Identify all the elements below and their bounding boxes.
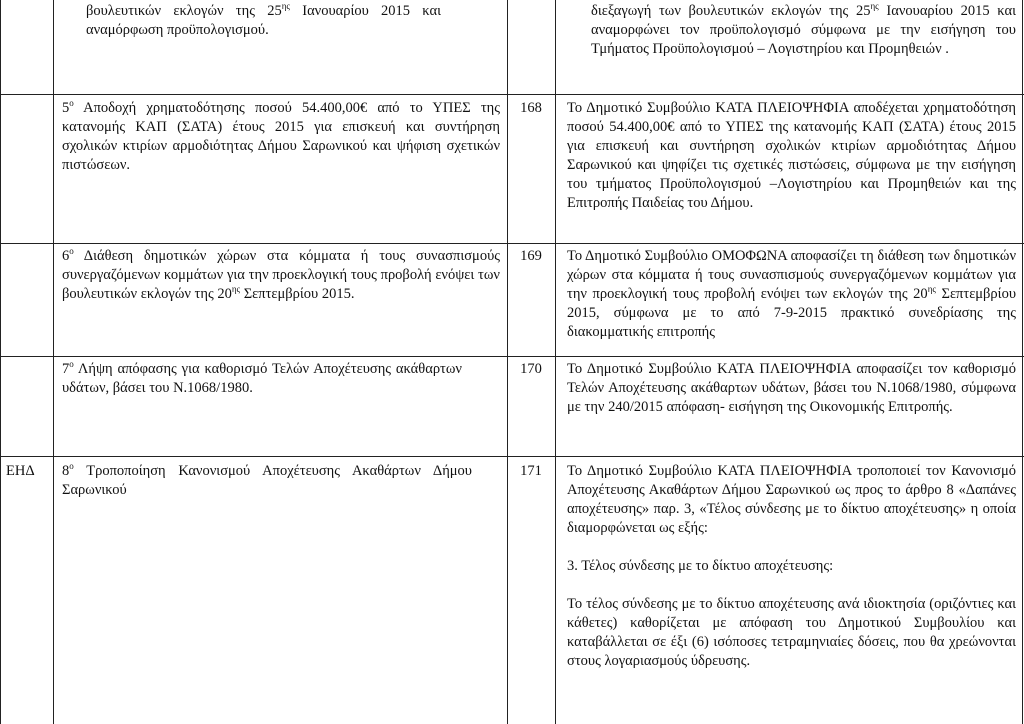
decision-paragraph: [567, 247, 1016, 342]
decision-paragraph: [567, 360, 1016, 417]
row-subject: [62, 462, 472, 500]
text-run: Σεπτεμβρίου 2015.: [240, 286, 355, 302]
subject-text: [62, 100, 500, 173]
row-decision: [567, 99, 1016, 213]
subject-text: [62, 248, 500, 302]
table-divider-decision-no: [555, 0, 556, 724]
text-run: Το Δημοτικό Συμβούλιο ΟΜΟΦΩΝΑ αποφασίζει τη διάθεση των δημοτικών χώρων στα κόμματα ή τους συνασπισμούς συνεργαζόμενων κομμάτων για την προεκλογική τους προβολή ενόψει των εκλογών της 20: [567, 248, 1016, 302]
row-decision: [567, 462, 1016, 671]
row-divider: [0, 94, 1024, 95]
row-decision: [567, 360, 1016, 417]
ordinal-suffix: ης: [870, 1, 879, 11]
unit-code: ΕΗΔ: [6, 463, 35, 479]
text-run: Διάθεση δημοτικών χώρων στα κόμματα ή τους συνασπισμούς συνεργαζόμενων κομμάτων για την προεκλογική τους προβολή ενόψει των βουλευτικών εκλογών της 20: [62, 248, 500, 302]
table-border-left: [0, 0, 1, 724]
item-number: $7^o$: [62, 359, 74, 377]
text-run: 3. Τέλος σύνδεσης με το δίκτυο αποχέτευσης:: [567, 558, 834, 574]
text-run: Το τέλος σύνδεσης με το δίκτυο αποχέτευσης ανά ιδιοκτησία (οριζόντιες και κάθετες) καθορίζεται με απόφαση του Δημοτικού Συμβουλίου και καταβάλλεται σε έξι (6) ισόποσες τετραμηνιαίες δόσεις, που θα χρεώνονται στους λογαριασμούς ύδρευσης.: [567, 596, 1016, 669]
text-run: Τροποποίηση Κανονισμού Αποχέτευσης Ακαθάρτων Δήμου Σαρωνικού: [62, 463, 472, 498]
text-run: Λήψη απόφασης για καθορισμό Τελών Αποχέτευσης ακάθαρτων υδάτων, βάσει του Ν.1068/1980.: [62, 361, 462, 396]
text-run: Σεπτεμβρίου 2015, σύμφωνα με το από 7-9-2015 πρακτικό συνεδρίασης της διακομματικής επιτροπής: [567, 286, 1016, 340]
subject-text: [62, 361, 462, 396]
row-divider: [0, 456, 1024, 457]
item-number: $5^o$: [62, 98, 74, 116]
row-divider: [0, 243, 1024, 244]
ordinal-suffix: ης: [281, 1, 290, 11]
text-run: βουλευτικών εκλογών της 25: [86, 3, 282, 19]
table-border-right: [1022, 0, 1023, 724]
decision-number: 171: [520, 463, 542, 479]
decision-number: 170: [520, 361, 542, 377]
ordinal-suffix: ης: [927, 284, 936, 294]
row-divider: [0, 356, 1024, 357]
decision-paragraph: [567, 99, 1016, 213]
text-run: Ιανουαρίου 2015 και αναμορφώνει τον προϋπολογισμό σύμφωνα με την εισήγηση του Τμήματος Προϋπολογισμού – Λογιστηρίου και Προμηθειών .: [591, 3, 1016, 57]
row-decision: [591, 2, 1016, 59]
table-divider-unit: [53, 0, 54, 724]
row-subject: [62, 247, 500, 304]
decision-number: 169: [520, 248, 542, 264]
text-run: Ιανουαρίου 2015 και αναμόρφωση προϋπολογισμού.: [86, 3, 441, 38]
row-subject: [62, 99, 500, 175]
item-number: $6^o$: [62, 246, 74, 264]
text-run: Το Δημοτικό Συμβούλιο ΚΑΤΑ ΠΛΕΙΟΨΗΦΙΑ αποφασίζει τον καθορισμό Τελών Αποχέτευσης ακάθαρτων υδάτων, βάσει του Ν.1068/1980, σύμφωνα με την 240/2015 απόφαση- εισήγηση της Οικονομικής Επιτροπής.: [567, 361, 1016, 415]
subject-text: [62, 463, 472, 498]
decision-paragraph: [567, 595, 1016, 671]
ordinal-suffix: ης: [231, 284, 241, 294]
decision-paragraph: [567, 462, 1016, 538]
decision-paragraph: [567, 557, 1016, 576]
item-number: $8^o$: [62, 461, 74, 479]
text-run: Το Δημοτικό Συμβούλιο ΚΑΤΑ ΠΛΕΙΟΨΗΦΙΑ τροποποιεί τον Κανονισμό Αποχέτευσης Ακαθάρτων Δήμου Σαρωνικού ως προς το άρθρο 8 «Δαπάνες αποχέτευσης» παρ. 3, «Τέλος σύνδεσης με το δίκτυο αποχέτευσης» η οποία διαμορφώνεται ως εξής:: [567, 463, 1016, 536]
row-decision: [567, 247, 1016, 342]
text-run: διεξαγωγή των βουλευτικών εκλογών της 25: [591, 3, 871, 19]
row-subject: [62, 360, 462, 398]
text-run: Αποδοχή χρηματοδότησης ποσού 54.400,00€ από το ΥΠΕΣ της κατανομής ΚΑΠ (ΣΑΤΑ) έτους 2015 για επισκευή και συντήρηση σχολικών κτιρίων αρμοδιότητας Δήμου Σαρωνικού και ψήφιση σχετικών πιστώσεων.: [62, 100, 500, 173]
text-run: Το Δημοτικό Συμβούλιο ΚΑΤΑ ΠΛΕΙΟΨΗΦΙΑ αποδέχεται χρηματοδότηση ποσού 54.400,00€ από το ΥΠΕΣ της κατανομής ΚΑΠ (ΣΑΤΑ) έτους 2015 για επισκευή και συντήρηση σχολικών κτιρίων αρμοδιότητας Δήμου Σαρωνικού και ψηφίζει τις σχετικές πιστώσεις, σύμφωνα με την εισήγηση του τμήματος Προϋπολογισμού –Λογιστηρίου και Προμηθειών και της Επιτροπής Παιδείας του Δήμου.: [567, 100, 1016, 211]
decision-number: 168: [520, 100, 542, 116]
decision-paragraph: [591, 2, 1016, 59]
row-subject: [86, 2, 441, 40]
